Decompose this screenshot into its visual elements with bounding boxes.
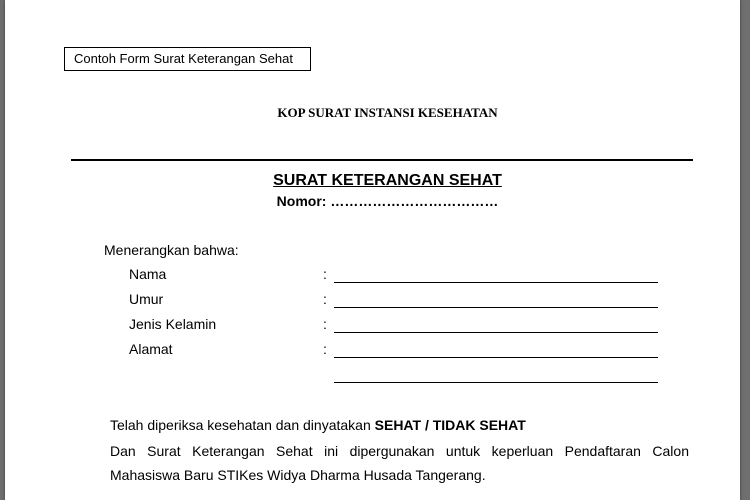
health-statement (110, 417, 526, 433)
field-label-alamat: Alamat (129, 341, 173, 357)
field-label-jenis-kelamin: Jenis Kelamin (129, 316, 217, 332)
field-colon: : (323, 291, 327, 307)
purpose-line-1: Dan Surat Keterangan Sehat ini dipergunakan untuk keperluan Pendaftaran Calon (110, 443, 689, 459)
field-colon: : (323, 316, 327, 332)
document-number: Nomor: ……………………………… (276, 193, 499, 209)
letterhead-divider (71, 159, 693, 161)
statement-prefix: Telah diperiksa kesehatan dan dinyatakan (110, 417, 375, 433)
field-colon: : (323, 266, 327, 282)
blank-line-nama (334, 282, 658, 283)
sample-label-box: Contoh Form Surat Keterangan Sehat (64, 47, 311, 71)
blank-line-umur (334, 307, 658, 308)
letterhead: KOP SURAT INSTANSI KESEHATAN (277, 105, 498, 120)
intro-text: Menerangkan bahwa: (104, 242, 239, 258)
field-label-umur: Umur (129, 291, 164, 307)
document-title: SURAT KETERANGAN SEHAT (273, 172, 502, 189)
health-status: SEHAT / TIDAK SEHAT (374, 417, 526, 433)
field-label-nama: Nama (129, 266, 167, 282)
document-page (5, 0, 740, 500)
field-colon: : (323, 341, 327, 357)
blank-line-alamat-2 (334, 382, 658, 383)
blank-line-alamat (334, 357, 658, 358)
blank-line-jenis-kelamin (334, 332, 658, 333)
purpose-line-2: Mahasiswa Baru STIKes Widya Dharma Husada Tangerang. (110, 467, 486, 483)
